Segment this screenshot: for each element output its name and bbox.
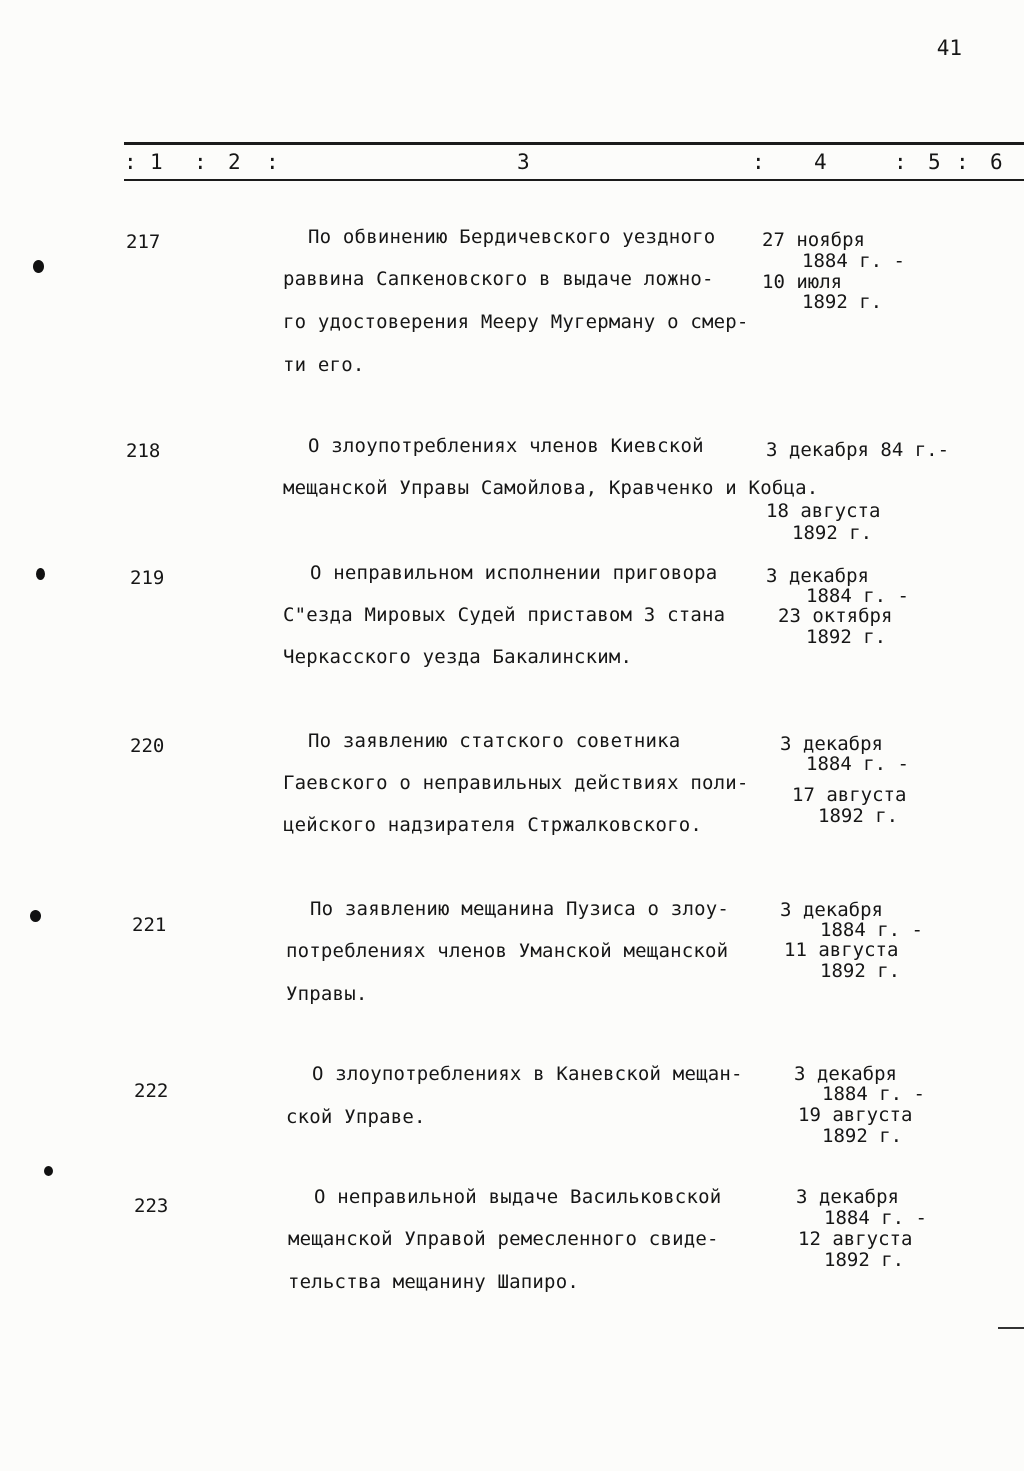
entry-date-line: 27 ноября (762, 229, 865, 251)
entry-text-line: раввина Сапкеновского в выдаче ложно- (283, 268, 714, 290)
punch-hole-mark (36, 568, 45, 580)
entry-date-line: 3 декабря (794, 1063, 897, 1085)
entry-text-line: С"езда Мировых Судей приставом 3 стана (283, 604, 726, 626)
entry-text-line: го удостоверения Мееру Мугерману о смер- (283, 311, 749, 333)
entry-date-line: 1892 г. (806, 626, 887, 648)
entry-date-line: 1892 г. (802, 291, 883, 313)
entry-text-line: По заявлению мещанина Пузиса о злоу- (310, 898, 730, 920)
entry-date-line: 1884 г. - (820, 919, 923, 941)
margin-dash-mark (998, 1327, 1024, 1329)
entry-number: 219 (130, 567, 165, 589)
entry-date-line: 17 августа (792, 784, 907, 806)
entry-date-line: 1884 г. - (802, 250, 905, 272)
entry-number: 222 (134, 1080, 169, 1102)
entry-number: 223 (134, 1195, 169, 1217)
entry-number: 218 (126, 440, 161, 462)
header-separator: : (956, 150, 969, 174)
page-number: 41 (936, 36, 962, 60)
entry-number: 221 (132, 914, 167, 936)
entry-date-line: 10 июля (762, 271, 843, 293)
entry-number: 220 (130, 735, 165, 757)
header-separator: : (894, 150, 907, 174)
entry-text-line: тельства мещанину Шапиро. (288, 1271, 579, 1293)
punch-hole-mark (44, 1166, 53, 1176)
entry-text-line: О неправильной выдаче Васильковской (314, 1186, 722, 1208)
entry-text-line: цейского надзирателя Стржалковского. (283, 814, 703, 836)
entry-date-line: 1892 г. (792, 522, 873, 544)
entry-date-line: 1884 г. - (822, 1083, 925, 1105)
entry-date-line: 19 августа (798, 1104, 913, 1126)
entry-date-line: 1884 г. - (824, 1207, 927, 1229)
entry-text-line: Управы. (286, 983, 368, 1005)
header-col-2: 2 (228, 150, 241, 174)
entry-date-line: 1884 г. - (806, 585, 909, 607)
entry-text-line: О злоупотреблениях членов Киевской (308, 435, 704, 457)
entry-text-line: Черкасского уезда Бакалинским. (283, 646, 633, 668)
entry-date-line: 1892 г. (818, 805, 899, 827)
entry-date-line: 11 августа (784, 939, 899, 961)
header-col-1: 1 (150, 150, 163, 174)
header-separator: : (194, 150, 207, 174)
entry-text-line: потреблениях членов Уманской мещанской (286, 940, 729, 962)
entry-date-line: 1892 г. (824, 1249, 905, 1271)
entry-date-line: 18 августа (766, 500, 881, 522)
header-col-3: 3 (517, 150, 530, 174)
header-separator: : (752, 150, 765, 174)
entry-text-line: О злоупотреблениях в Каневской мещан- (312, 1063, 743, 1085)
entry-text-line: По заявлению статского советника (308, 730, 681, 752)
entry-number: 217 (126, 231, 161, 253)
entry-text-line: мещанской Управы Самойлова, Кравченко и Кобца. (283, 477, 819, 499)
header-col-6: 6 (990, 150, 1003, 174)
header-separator: : (124, 150, 137, 174)
header-separator: : (266, 150, 279, 174)
punch-hole-mark (30, 910, 41, 922)
entry-date-line: 1892 г. (820, 960, 901, 982)
entry-text-line: По обвинению Бердичевского уездного (308, 226, 716, 248)
entry-date-line: 1892 г. (822, 1125, 903, 1147)
entry-date-line: 23 октября (778, 605, 893, 627)
punch-hole-mark (33, 260, 44, 273)
entry-text-line: Гаевского о неправильных действиях поли- (283, 772, 749, 794)
header-bottom-rule (124, 179, 1024, 181)
entry-text-line: мещанской Управой ремесленного свиде- (288, 1228, 719, 1250)
entry-date-line: 3 декабря (796, 1186, 899, 1208)
entry-text-line: ской Управе. (286, 1106, 426, 1128)
entry-date-line: 12 августа (798, 1228, 913, 1250)
entry-text-line: О неправильном исполнении приговора (310, 562, 718, 584)
entry-date-line: 1884 г. - (806, 753, 909, 775)
header-col-4: 4 (814, 150, 827, 174)
entry-date-line: 3 декабря (780, 899, 883, 921)
entry-date-line: 3 декабря 84 г.- (766, 439, 950, 461)
entry-text-line: ти его. (283, 354, 365, 376)
header-top-rule (124, 142, 1024, 145)
entry-date-line: 3 декабря (780, 733, 883, 755)
entry-date-line: 3 декабря (766, 565, 869, 587)
header-col-5: 5 (928, 150, 941, 174)
